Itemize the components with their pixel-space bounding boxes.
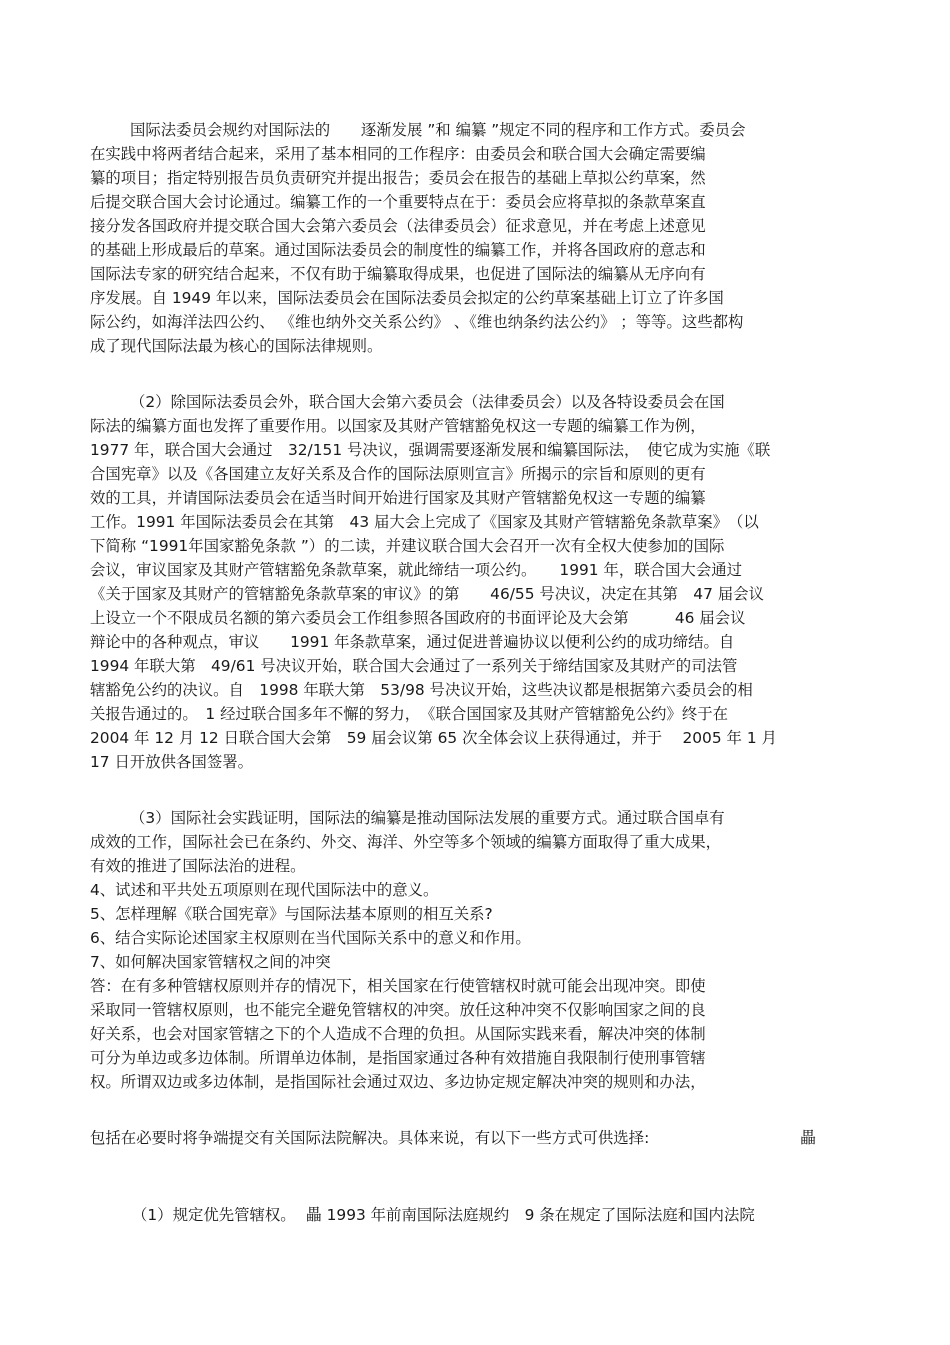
text-line: 效的工具，并请国际法委员会在适当时间开始进行国家及其财产管辖豁免权这一专题的编纂 [90, 489, 706, 507]
answer-line: 采取同一管辖权原则，也不能完全避免管辖权的冲突。放任这种冲突不仅影响国家之间的良 [90, 1001, 706, 1019]
text-line: 1994 年联大第 49/61 号决议开始，联合国大会通过了一系列关于缔结国家及其财产的司法管 [90, 657, 738, 675]
text-line: 2004 年 12 月 12 日联合国大会第 59 届会议第 65 次全体会议上获得通过，并于 2005 年 1 月 [90, 729, 777, 747]
text-line: 1977 年，联合国大会通过 32/151 号决议，强调需要逐渐发展和编纂国际法， 使它成为实施《联 [90, 441, 771, 459]
text-line: 下简称 “1991年国家豁免条款 ”）的二读，并建议联合国大会召开一次有全权大使参加的国际 [90, 537, 725, 555]
answer-line: 答：在有多种管辖权原则并存的情况下，相关国家在行使管辖权时就可能会出现冲突。即使 [90, 977, 706, 995]
text-line: 纂的项目；指定特别报告员负责研究并提出报告；委员会在报告的基础上草拟公约草案，然 [90, 169, 706, 187]
glyph-mark: 畾 [800, 1128, 817, 1147]
question-item: 6、结合实际论述国家主权原则在当代国际关系中的意义和作用。 [90, 929, 531, 947]
answer-line: 好关系，也会对国家管辖之下的个人造成不合理的负担。从国际实践来看，解决冲突的体制 [90, 1025, 706, 1043]
text-line: 国际法专家的研究结合起来，不仅有助于编纂取得成果，也促进了国际法的编纂从无序向有 [90, 265, 706, 283]
text-line: 17 日开放供各国签署。 [90, 753, 253, 771]
text-line: （2）除国际法委员会外，联合国大会第六委员会（法律委员会）以及各特设委员会在国 [130, 393, 725, 411]
text-line: 工作。1991 年国际法委员会在其第 43 届大会上完成了《国家及其财产管辖豁免条款草案》 （以 [90, 513, 759, 531]
text-line: 在实践中将两者结合起来，采用了基本相同的工作程序：由委员会和联合国大会确定需要编 [90, 145, 706, 163]
text-line: 成效的工作，国际社会已在条约、外交、海洋、外空等多个领域的编纂方面取得了重大成果， [90, 833, 722, 851]
text-line: （3）国际社会实践证明，国际法的编纂是推动国际法发展的重要方式。通过联合国卓有 [130, 809, 725, 827]
answer-line: 权。所谓双边或多边体制，是指国际社会通过双边、多边协定规定解决冲突的规则和办法， [90, 1073, 706, 1091]
text-line: 合国宪章》以及《各国建立友好关系及合作的国际法原则宣言》所揭示的宗旨和原则的更有 [90, 465, 706, 483]
text-line: 国际法委员会规约对国际法的 逐渐发展 ”和 编纂 ”规定不同的程序和工作方式。委员会 [130, 121, 746, 139]
text-line: 辩论中的各种观点，审议 1991 年条款草案，通过促进普遍协议以便利公约的成功缔结。自 [90, 633, 735, 651]
answer-line: 包括在必要时将争端提交有关国际法院解决。具体来说，有以下一些方式可供选择: [90, 1129, 650, 1147]
question-item: 4、试述和平共处五项原则在现代国际法中的意义。 [90, 881, 439, 899]
text-line: 际法的编纂方面也发挥了重要作用。以国家及其财产管辖豁免权这一专题的编纂工作为例， [90, 417, 706, 435]
answer-line: 可分为单边或多边体制。所谓单边体制，是指国家通过各种有效措施自我限制行使刑事管辖 [90, 1049, 706, 1067]
text-line: 辖豁免公约的决议。自 1998 年联大第 53/98 号决议开始，这些决议都是根据第六委员会的相 [90, 681, 753, 699]
text-line: 上设立一个不限成员名额的第六委员会工作组参照各国政府的书面评论及大会第 46 届会议 [90, 609, 746, 627]
text-line: 接分发各国政府并提交联合国大会第六委员会（法律委员会）征求意见，并在考虑上述意见 [90, 217, 706, 235]
glyph-mark: 畾 [305, 1205, 322, 1224]
text-line: 会议，审议国家及其财产管辖豁免条款草案，就此缔结一项公约。 1991 年，联合国大会通过 [90, 561, 742, 579]
text-line: 际公约，如海洋法四公约、 《维也纳外交关系公约》 、《维也纳条约法公约》 ；等等。这些都构 [90, 313, 744, 331]
question-item: 5、怎样理解《联合国宪章》与国际法基本原则的相互关系? [90, 905, 493, 923]
text-line: 序发展。自 1949 年以来，国际法委员会在国际法委员会拟定的公约草案基础上订立了许多国 [90, 289, 724, 307]
question-item: 7、如何解决国家管辖权之间的冲突 [90, 953, 331, 971]
text-line [132, 1203, 755, 1227]
item-rest: 1993 年前南国际法庭规约 9 条在规定了国际法庭和国内法院 [321, 1206, 755, 1224]
text-line: 关报告通过的。 1 经过联合国多年不懈的努力， 《联合国国家及其财产管辖豁免公约》终于在 [90, 705, 728, 723]
text-line: 的基础上形成最后的草案。通过国际法委员会的制度性的编纂工作，并将各国政府的意志和 [90, 241, 706, 259]
item-lead: （1）规定优先管辖权。 [132, 1206, 296, 1224]
text-line: 《关于国家及其财产的管辖豁免条款草案的审议》的第 46/55 号决议，决定在其第 47 届会议 [90, 585, 764, 603]
text-line: 有效的推进了国际法治的进程。 [90, 857, 306, 875]
text-line: 成了现代国际法最为核心的国际法律规则。 [90, 337, 383, 355]
text-line: 后提交联合国大会讨论通过。编纂工作的一个重要特点在于：委员会应将草拟的条款草案直 [90, 193, 706, 211]
